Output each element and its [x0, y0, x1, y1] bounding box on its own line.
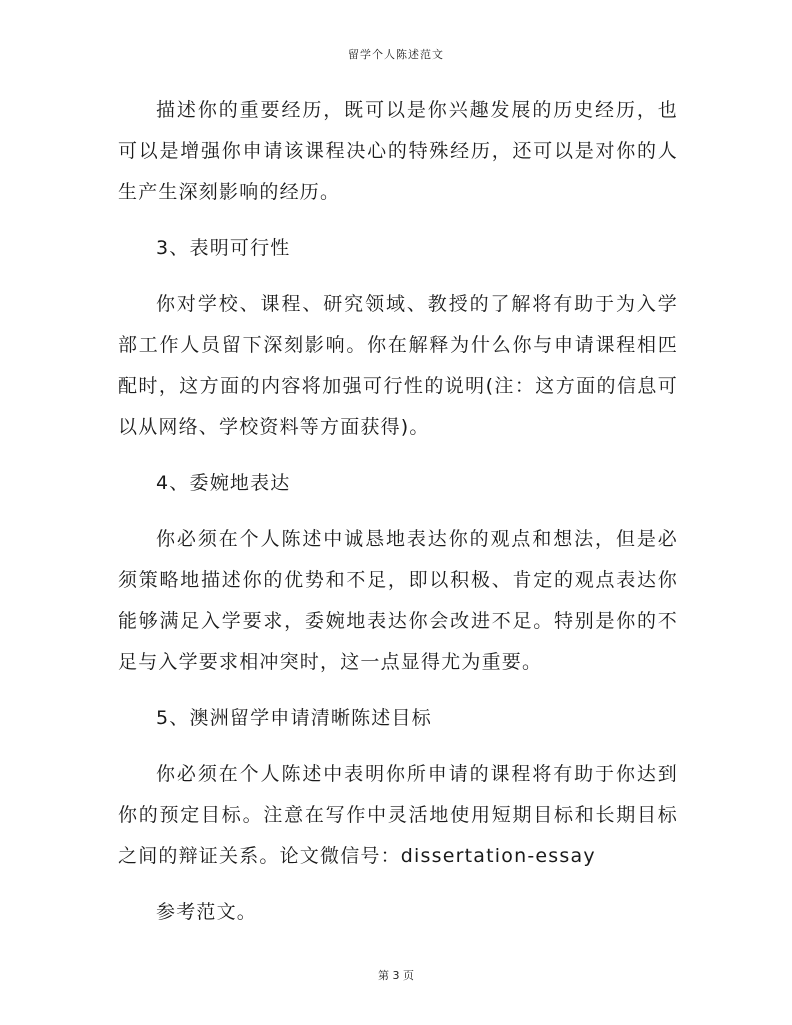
- page-header-title: 留学个人陈述范文: [348, 48, 444, 61]
- paragraph-reference: 参考范文。: [156, 901, 258, 923]
- paragraph-feasibility: 你对学校、课程、研究领域、教授的了解将有助于为入学部工作人员留下深刻影响。你在解释为什么你与申请课程相匹配时，这方面的内容将加强可行性的说明(注：这方面的信息可以从网络、学校资料等方面获得)。: [118, 293, 678, 438]
- heading-feasibility: 3、表明可行性: [156, 237, 291, 259]
- paragraph-tactful-expression: 你必须在个人陈述中诚恳地表达你的观点和想法，但是必须策略地描述你的优势和不足，即以积极、肯定的观点表达你能够满足入学要求，委婉地表达你会改进不足。特别是你的不足与入学要求相冲突时，这一点显得尤为重要。: [118, 528, 678, 673]
- paragraph-goals: 你必须在个人陈述中表明你所申请的课程将有助于你达到你的预定目标。注意在写作中灵活地使用短期目标和长期目标之间的辩证关系。论文微信号：dissertation-essay: [118, 763, 678, 867]
- paragraph-experience: 描述你的重要经历，既可以是你兴趣发展的历史经历，也可以是增强你申请该课程决心的特殊经历，还可以是对你的人生产生深刻影响的经历。: [118, 99, 678, 203]
- heading-tactful-expression: 4、委婉地表达: [156, 472, 291, 494]
- heading-goals: 5、澳洲留学申请清晰陈述目标: [156, 707, 432, 729]
- page-number: 第 3 页: [378, 969, 414, 982]
- document-body: [118, 90, 678, 933]
